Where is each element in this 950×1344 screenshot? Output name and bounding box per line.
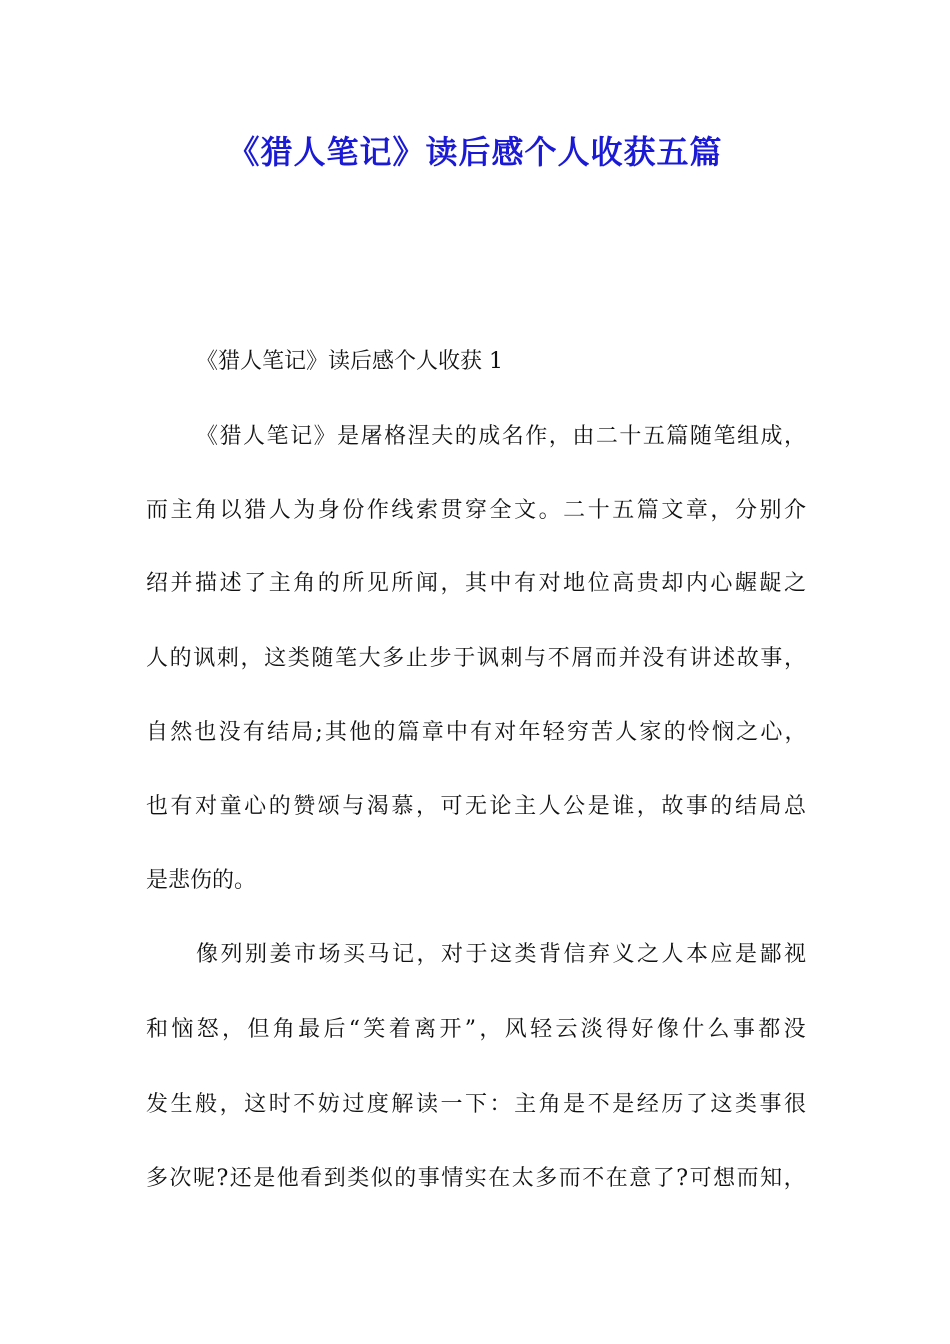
section-heading: 《猎人笔记》读后感个人收获 1 bbox=[196, 349, 503, 374]
document-title: 《猎人笔记》读后感个人收获五篇 bbox=[227, 133, 723, 171]
paragraph-line: 绍并描述了主角的所见所闻，其中有对地位高贵却内心龌龊之 bbox=[146, 571, 809, 596]
paragraph-line: 《猎人笔记》是屠格涅夫的成名作，由二十五篇随笔组成， bbox=[196, 424, 808, 449]
paragraph-line: 也有对童心的赞颂与渴慕，可无论主人公是谁，故事的结局总 bbox=[146, 794, 809, 819]
paragraph-line: 发生般，这时不妨过度解读一下：主角是不是经历了这类事很 bbox=[146, 1092, 809, 1117]
paragraph-line: 是悲伤的。 bbox=[146, 868, 257, 893]
paragraph-line: 和恼怒，但角最后“笑着离开”，风轻云淡得好像什么事都没 bbox=[146, 1017, 809, 1042]
paragraph-line: 人的讽刺，这类随笔大多止步于讽刺与不屑而并没有讲述故事， bbox=[146, 646, 808, 671]
paragraph-line: 多次呢?还是他看到类似的事情实在太多而不在意了?可想而知， bbox=[146, 1166, 808, 1191]
paragraph-line: 而主角以猎人为身份作线索贯穿全文。二十五篇文章，分别介 bbox=[146, 498, 809, 523]
paragraph-line: 自然也没有结局;其他的篇章中有对年轻穷苦人家的怜悯之心， bbox=[146, 720, 809, 745]
paragraph-line: 像列别姜市场买马记，对于这类背信弃义之人本应是鄙视 bbox=[196, 942, 809, 967]
